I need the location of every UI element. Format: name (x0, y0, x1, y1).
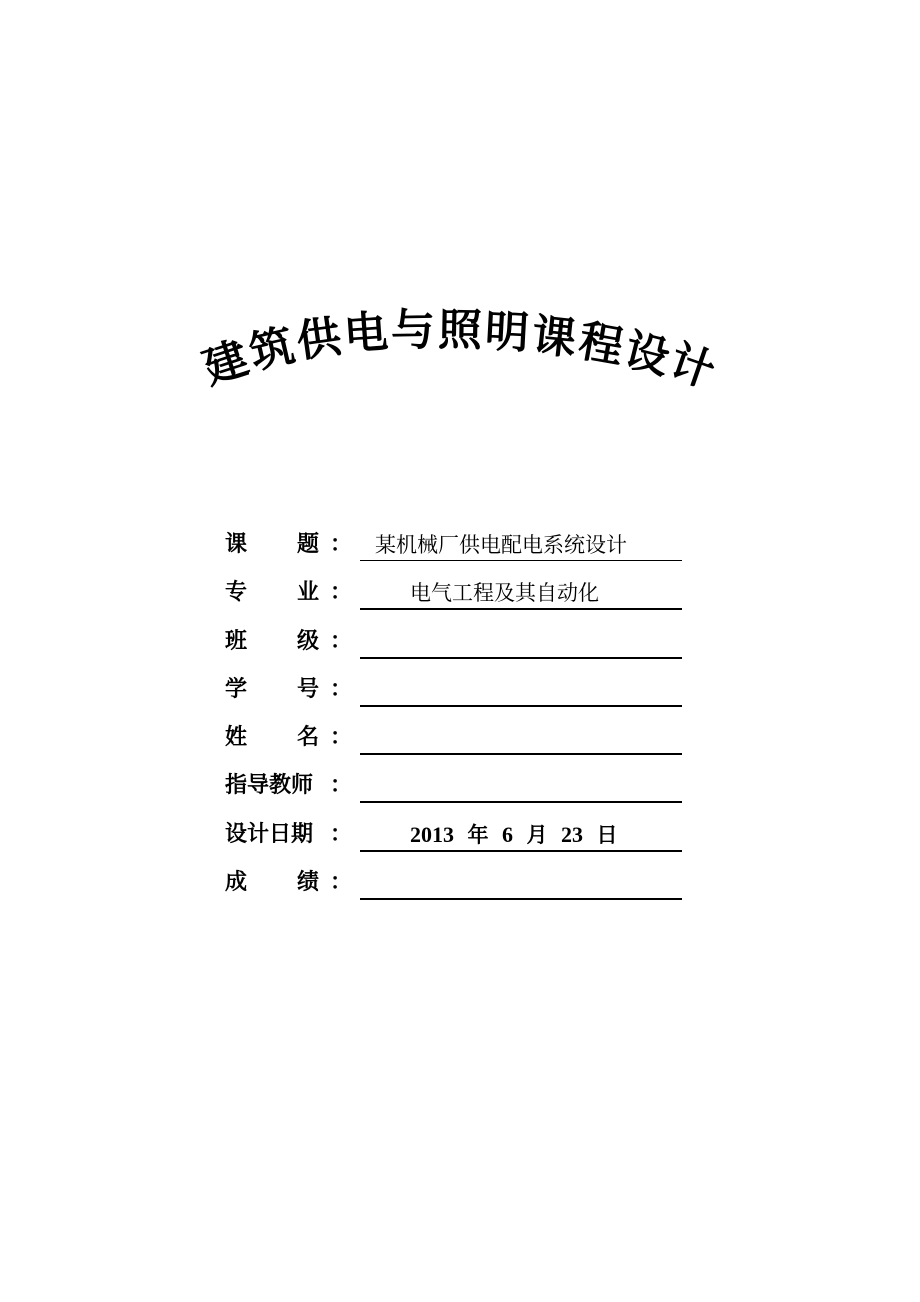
topic-label-char: 题 (297, 532, 320, 557)
major-label-char: 专 (225, 580, 248, 606)
cover-info-form (225, 524, 685, 910)
design-date-value (360, 822, 682, 848)
topic-label-char: 课 (225, 532, 248, 557)
class-label-char: 班 (225, 628, 248, 654)
document-title (197, 300, 740, 410)
title-char: 建 (197, 332, 255, 395)
grade-label-char: 成 (225, 870, 248, 896)
title-char: 设 (619, 324, 675, 385)
advisor-label-text: 指导教师 (225, 773, 314, 799)
design-date-label-text: 设计日期 (225, 821, 314, 847)
title-char: 筑 (244, 319, 300, 380)
colon: ： (330, 725, 353, 751)
title-char: 明 (483, 305, 531, 360)
colon: ： (330, 532, 353, 557)
major-row (225, 572, 685, 620)
title-char: 电 (342, 306, 390, 361)
topic-label (225, 532, 353, 558)
colon: ： (330, 821, 353, 847)
colon: ： (330, 676, 353, 702)
class-row (225, 621, 685, 669)
colon: ： (330, 773, 353, 799)
student-id-row (225, 669, 685, 717)
major-field[interactable] (360, 578, 682, 610)
topic-value: 某机械厂供电配电系统设计 (375, 533, 627, 557)
date-day: 23 (561, 821, 583, 847)
name-label (225, 725, 353, 751)
advisor-field[interactable] (360, 771, 682, 803)
grade-label-char: 绩 (297, 870, 320, 896)
title-char: 课 (529, 309, 579, 366)
major-label-char: 业 (297, 580, 320, 606)
colon: ： (330, 580, 353, 606)
date-year: 2013 (410, 821, 454, 847)
major-label (225, 580, 353, 606)
title-char: 供 (293, 311, 345, 368)
date-month: 6 (502, 821, 513, 847)
advisor-row (225, 765, 685, 813)
topic-field[interactable] (360, 530, 682, 561)
major-value: 电气工程及其自动化 (410, 581, 599, 606)
student-id-label-char: 号 (297, 676, 320, 702)
class-label (225, 628, 353, 655)
date-day-unit: 日 (596, 822, 618, 847)
colon: ： (330, 628, 353, 654)
design-date-label (225, 821, 353, 848)
colon: ： (330, 870, 353, 896)
name-field[interactable] (360, 723, 682, 755)
design-date-row (225, 814, 685, 862)
grade-label (225, 870, 353, 896)
title-char: 计 (663, 335, 722, 398)
topic-row (225, 524, 685, 572)
grade-row (225, 862, 685, 910)
design-date-field[interactable] (360, 820, 682, 852)
title-char: 程 (574, 315, 628, 374)
name-label-char: 名 (297, 725, 320, 751)
title-char: 照 (437, 304, 483, 357)
student-id-label (225, 676, 353, 703)
name-label-char: 姓 (225, 725, 248, 751)
class-label-char: 级 (297, 628, 320, 654)
title-char: 与 (390, 304, 436, 357)
advisor-label (225, 773, 353, 799)
student-id-label-char: 学 (225, 676, 248, 702)
date-year-unit: 年 (467, 822, 489, 847)
date-month-unit: 月 (526, 822, 548, 847)
grade-field[interactable] (360, 868, 682, 900)
class-field[interactable] (360, 627, 682, 659)
name-row (225, 717, 685, 765)
student-id-field[interactable] (360, 675, 682, 707)
